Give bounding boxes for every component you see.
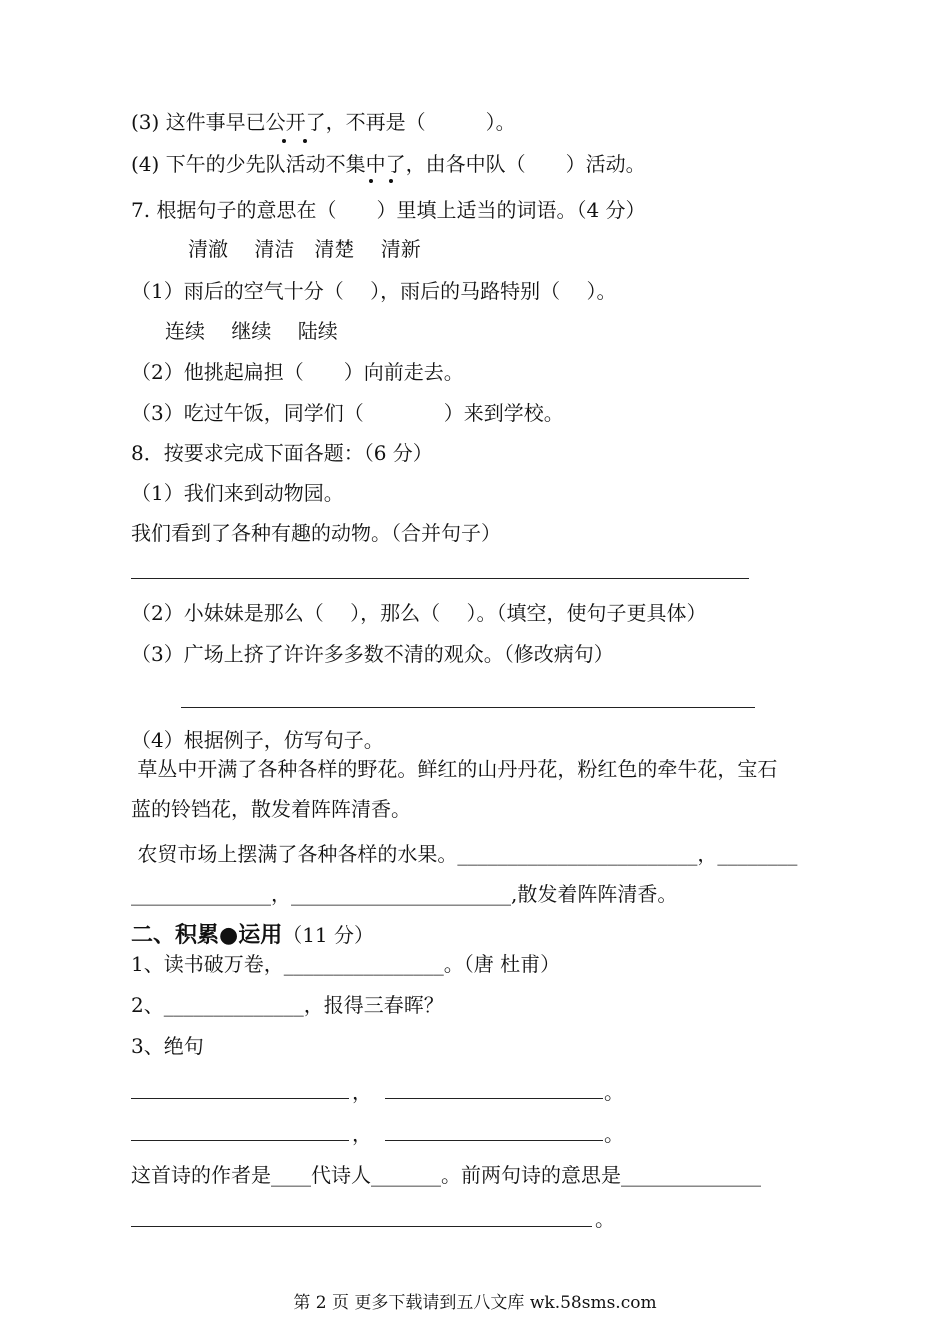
section-2-item-1: 1、读书破万卷，________________。（唐 杜甫） <box>131 952 561 976</box>
poem-blank <box>131 1140 349 1141</box>
question-7-3: （3）吃过午饭，同学们（ ）来到学校。 <box>131 401 564 425</box>
poem-blank <box>131 1098 349 1099</box>
answer-line <box>181 707 755 708</box>
question-8-1-a: （1）我们来到动物园。 <box>131 481 344 505</box>
emphasis-dot <box>303 139 307 143</box>
question-6-3: (3) 这件事早已公开了，不再是（ ）。 <box>131 110 516 134</box>
meaning-period: 。 <box>595 1207 615 1231</box>
word-bank-2: 连续 继续 陆续 <box>165 319 338 343</box>
question-8-1-b: 我们看到了各种有趣的动物。（合并句子） <box>131 521 501 545</box>
word-bank-1: 清澈 清洁 清楚 清新 <box>188 237 421 261</box>
poem-comma: ， <box>352 1080 372 1104</box>
answer-line <box>131 578 749 579</box>
poem-blank <box>385 1098 603 1099</box>
emphasis-dot <box>282 139 286 143</box>
section-2-points: （11 分） <box>282 923 375 947</box>
poem-author-line: 这首诗的作者是____代诗人_______。前两句诗的意思是______________ <box>131 1163 761 1187</box>
section-2-item-2: 2、______________，报得三春晖？ <box>131 993 444 1017</box>
poem-period: 。 <box>604 1122 624 1146</box>
example-sentence-b: 蓝的铃铛花，散发着阵阵清香。 <box>131 797 411 821</box>
section-2-item-3: 3、绝句 <box>131 1034 204 1058</box>
question-6-4: (4) 下午的少先队活动不集中了，由各中队（ ）活动。 <box>131 152 646 176</box>
section-2-title: 二、积累●运用 <box>131 923 283 948</box>
question-8-3: （3）广场上挤了许许多多数不清的观众。（修改病句） <box>131 642 614 666</box>
page-footer: 第 2 页 更多下载请到五八文库 wk.58sms.com <box>293 1293 657 1313</box>
question-8-heading: 8．按要求完成下面各题：（6 分） <box>131 441 433 465</box>
emphasis-dot <box>389 179 393 183</box>
question-8-4: （4）根据例子，仿写句子。 <box>131 728 384 752</box>
poem-blank <box>385 1140 603 1141</box>
section-2-heading <box>131 922 374 949</box>
poem-period: 。 <box>604 1080 624 1104</box>
example-sentence-a: 草丛中开满了各种各样的野花。鲜红的山丹丹花，粉红色的牵牛花，宝石 <box>131 757 778 781</box>
question-7-heading: 7. 根据句子的意思在（ ）里填上适当的词语。（4 分） <box>131 198 646 222</box>
question-7-2: （2）他挑起扁担（ ）向前走去。 <box>131 360 464 384</box>
question-8-2: （2）小妹妹是那么（ ），那么（ ）。（填空，使句子更具体） <box>131 601 707 625</box>
emphasis-dot <box>369 179 373 183</box>
imitation-line-b: ______________，______________________,散发着阵阵清香。 <box>131 882 678 906</box>
question-7-1: （1）雨后的空气十分（ ），雨后的马路特别（ ）。 <box>131 279 617 303</box>
imitation-line-a: 农贸市场上摆满了各种各样的水果。________________________，________ <box>131 842 798 866</box>
meaning-blank <box>131 1226 592 1227</box>
poem-comma: ， <box>352 1122 372 1146</box>
